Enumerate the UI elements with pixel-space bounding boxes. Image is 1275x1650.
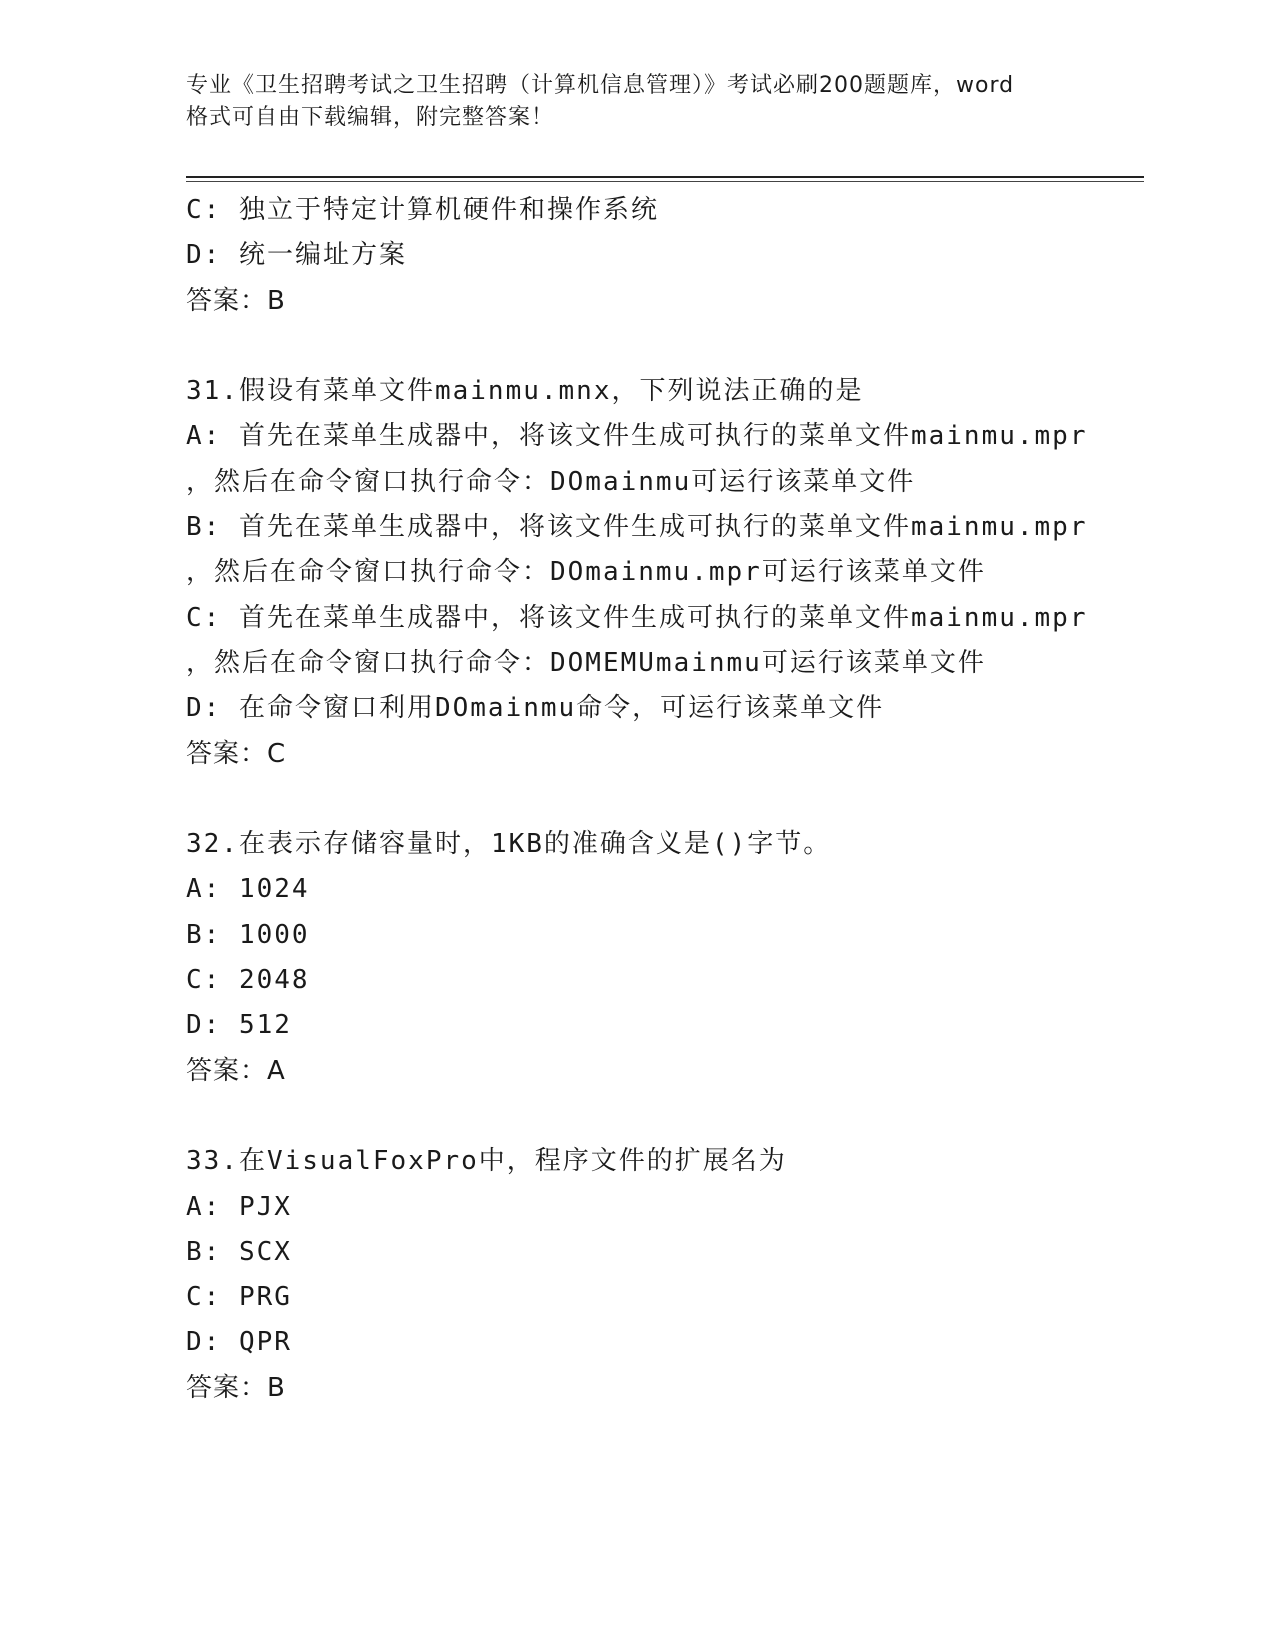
question-stem: 32.在表示存储容量时，1KB的准确含义是()字节。 bbox=[186, 829, 832, 860]
question-stem: 33.在VisualFoxPro中，程序文件的扩展名为 bbox=[186, 1146, 787, 1177]
header-divider-thick bbox=[186, 176, 1144, 178]
option-d: D: 512 bbox=[186, 1010, 292, 1041]
option-b-continued: ，然后在命令窗口执行命令：DOmainmu.mpr可运行该菜单文件 bbox=[186, 557, 986, 588]
option-c: C: PRG bbox=[186, 1282, 292, 1313]
question-content bbox=[186, 188, 1146, 1411]
spacer bbox=[186, 324, 1146, 369]
option-a: A: 首先在菜单生成器中，将该文件生成可执行的菜单文件mainmu.mpr bbox=[186, 421, 1088, 452]
header-divider-thin bbox=[186, 181, 1144, 182]
document-header bbox=[186, 70, 1086, 134]
option-d: D: 统一编址方案 bbox=[186, 240, 407, 271]
header-line-1: 专业《卫生招聘考试之卫生招聘（计算机信息管理）》考试必刷200题题库，word bbox=[186, 73, 1015, 98]
answer-line: 答案：A bbox=[186, 1055, 286, 1086]
option-c: C: 2048 bbox=[186, 965, 310, 996]
question-stem: 31.假设有菜单文件mainmu.mnx，下列说法正确的是 bbox=[186, 376, 864, 407]
option-b: B: 首先在菜单生成器中，将该文件生成可执行的菜单文件mainmu.mpr bbox=[186, 512, 1088, 543]
option-a: A: PJX bbox=[186, 1191, 292, 1222]
answer-line: 答案：B bbox=[186, 285, 286, 316]
option-c: C: 首先在菜单生成器中，将该文件生成可执行的菜单文件mainmu.mpr bbox=[186, 602, 1088, 633]
option-c: C: 独立于特定计算机硬件和操作系统 bbox=[186, 195, 659, 225]
answer-line: 答案：B bbox=[186, 1372, 286, 1403]
option-c-continued: ，然后在命令窗口执行命令：DOMEMUmainmu可运行该菜单文件 bbox=[186, 647, 986, 678]
answer-line: 答案：C bbox=[186, 738, 287, 769]
spacer bbox=[186, 1094, 1146, 1139]
header-line-2: 格式可自由下载编辑，附完整答案！ bbox=[186, 105, 555, 130]
option-d: D: QPR bbox=[186, 1327, 292, 1358]
option-a: A: 1024 bbox=[186, 874, 310, 905]
option-a-continued: ，然后在命令窗口执行命令：DOmainmu可运行该菜单文件 bbox=[186, 466, 916, 497]
spacer bbox=[186, 777, 1146, 822]
option-b: B: 1000 bbox=[186, 919, 310, 950]
option-d: D: 在命令窗口利用DOmainmu命令，可运行该菜单文件 bbox=[186, 693, 885, 724]
option-b: B: SCX bbox=[186, 1236, 292, 1267]
